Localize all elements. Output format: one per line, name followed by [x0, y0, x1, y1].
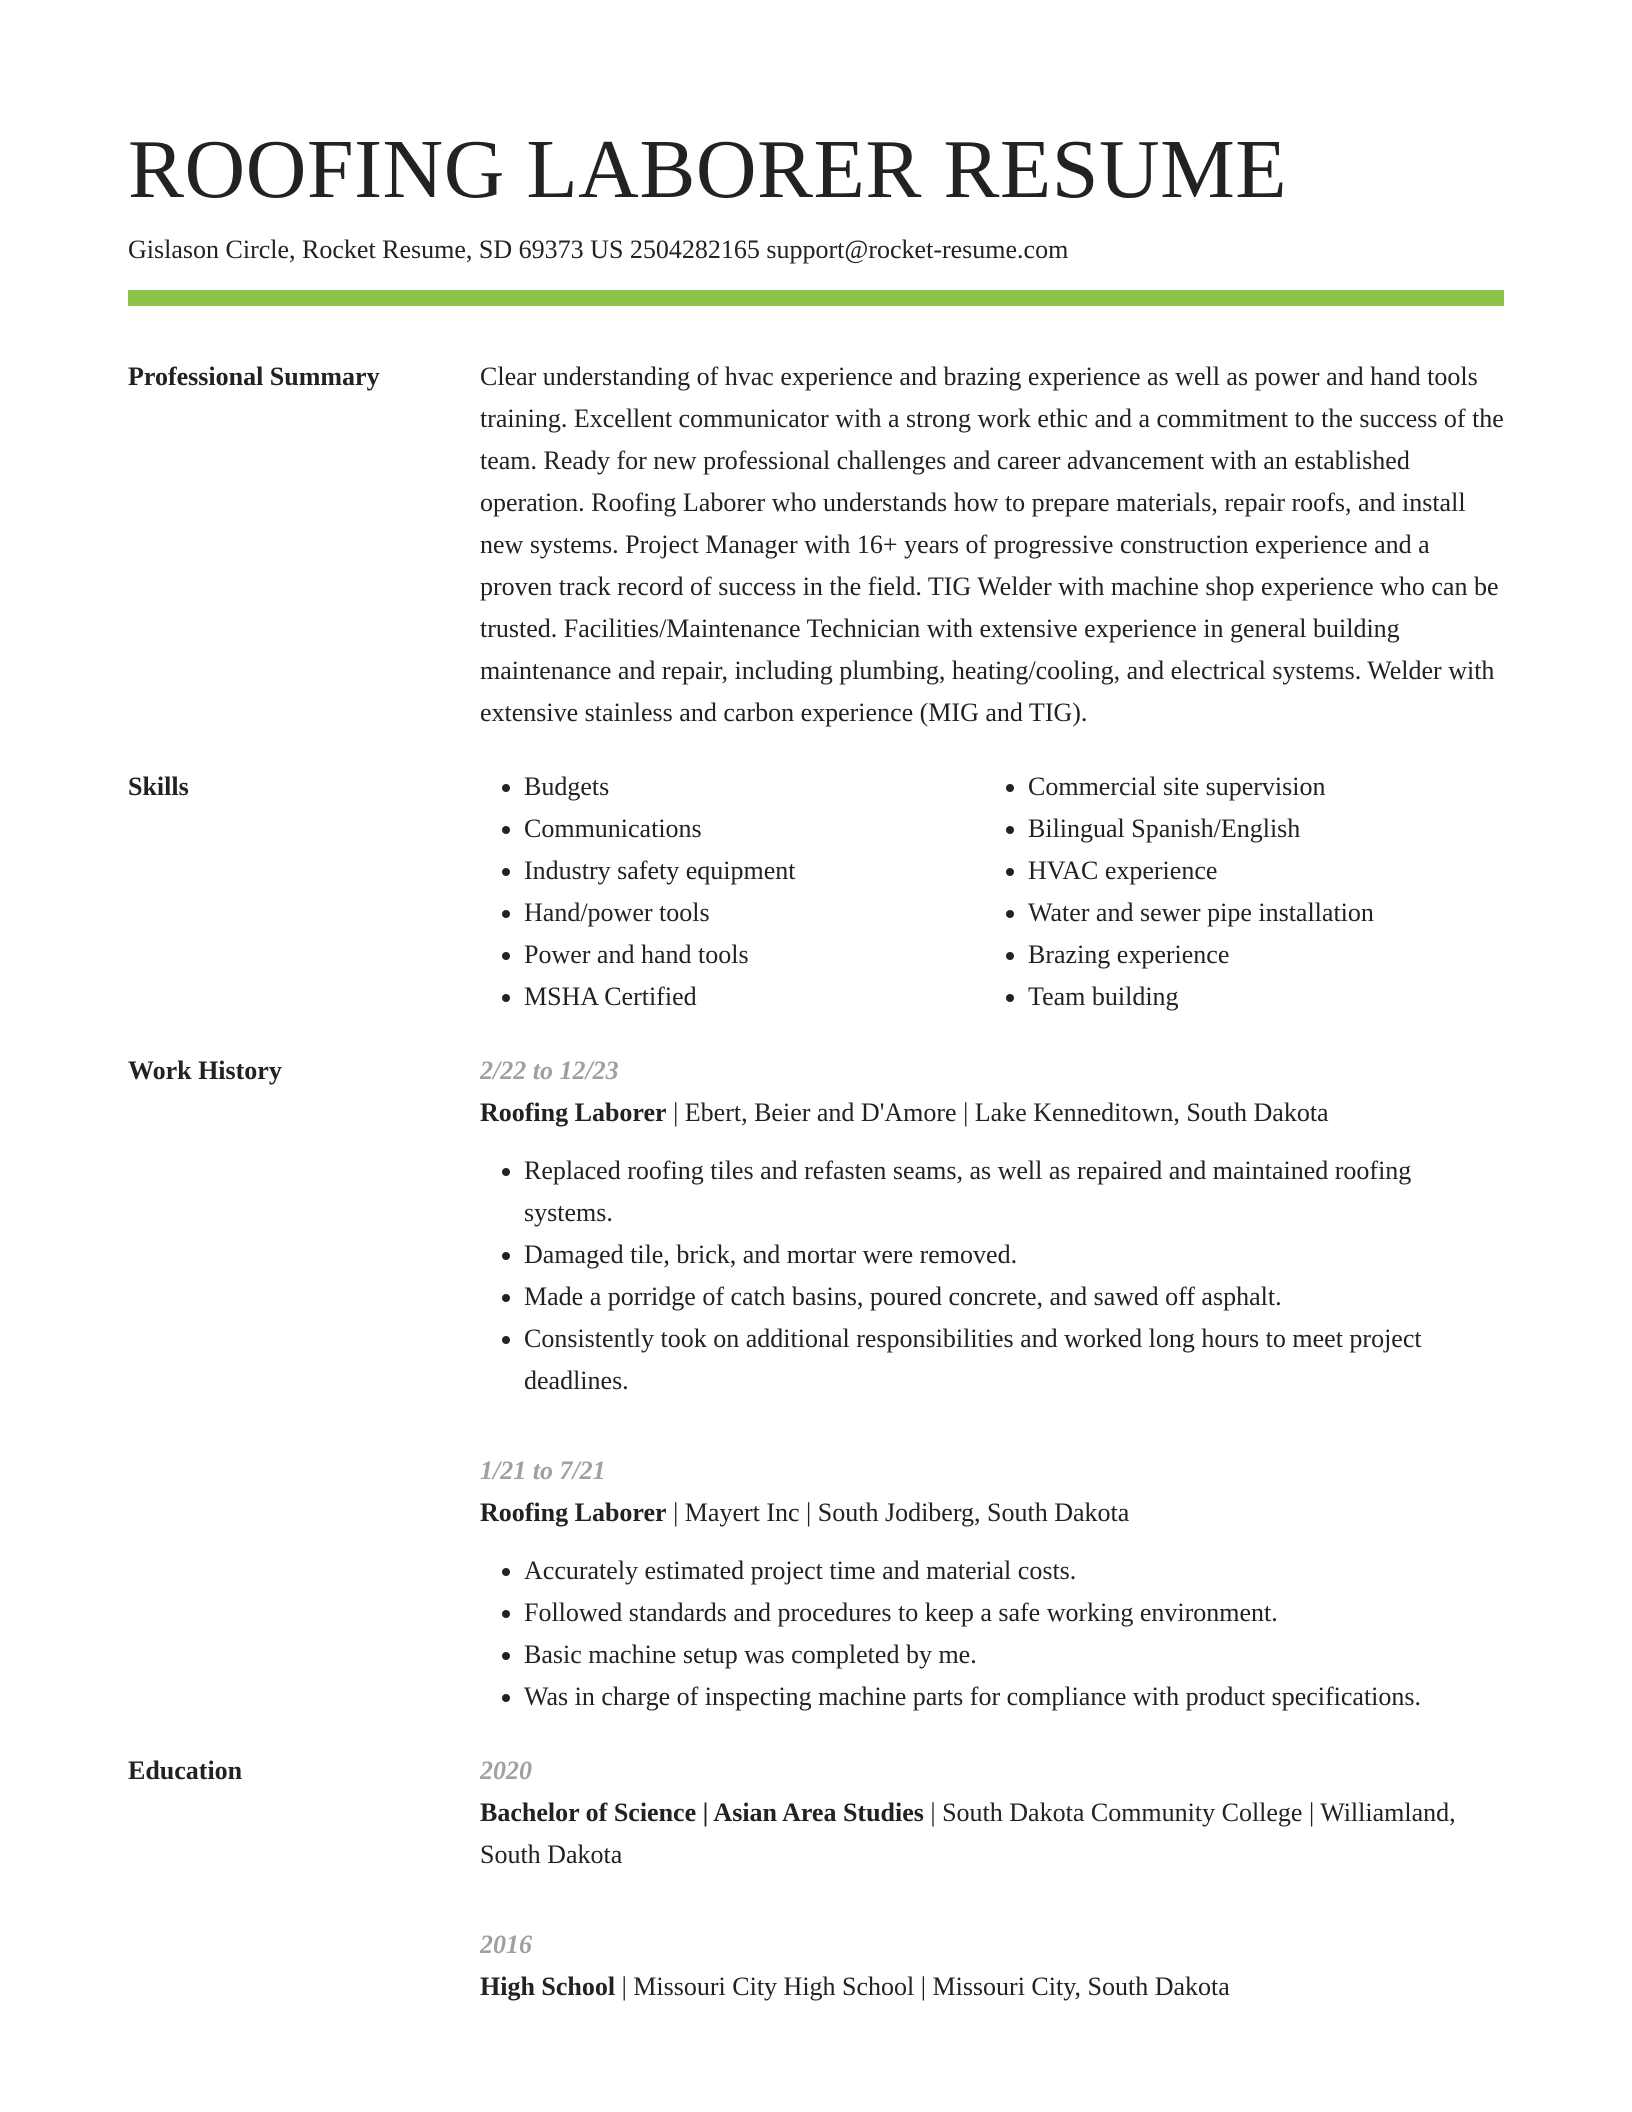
education-date: 2016: [480, 1930, 532, 1959]
skill-item: • Budgets: [524, 766, 984, 808]
education-degree: Bachelor of Science | Asian Area Studies: [480, 1798, 924, 1827]
skills-section: [128, 766, 1504, 1018]
skill-item: • MSHA Certified: [524, 976, 984, 1018]
job-heading: [480, 1092, 1504, 1134]
education-heading: [480, 1792, 1504, 1876]
job-bullet: • Consistently took on additional responsibilities and worked long hours to meet project deadlines.: [524, 1318, 1504, 1402]
job-bullet: • Followed standards and procedures to keep a safe working environment.: [524, 1592, 1504, 1634]
summary-text: Clear understanding of hvac experience and brazing experience as well as power and hand tools training. Excellent communicator with a strong work ethic and a commitment to the success of the team. Ready for new professional challenges and career advancement with an established operation. Roofing Laborer who understands how to prepare materials, repair roofs, and install new systems. Project Manager with 16+ years of progressive construction experience and a proven track record of success in the field. TIG Welder with machine shop experience who can be trusted. Facilities/Maintenance Technician with extensive experience in general building maintenance and repair, including plumbing, heating/cooling, and electrical systems. Welder with extensive stainless and carbon experience (MIG and TIG).: [480, 362, 1504, 727]
skill-item: • Bilingual Spanish/English: [1028, 808, 1488, 850]
education-details: | South Dakota Community College | Williamland, South Dakota: [480, 1798, 1456, 1869]
job-heading: [480, 1492, 1504, 1534]
skill-item: • Team building: [1028, 976, 1488, 1018]
education-details: | Missouri City High School | Missouri City, South Dakota: [615, 1972, 1230, 2001]
skills-grid: [480, 766, 1504, 1018]
skills-list-left: [480, 766, 984, 1018]
skill-item: • Brazing experience: [1028, 934, 1488, 976]
job-bullet: • Accurately estimated project time and material costs.: [524, 1550, 1504, 1592]
education-section: [128, 1750, 1504, 2008]
job-title: Roofing Laborer: [480, 1098, 667, 1127]
resume-title: ROOFING LABORER RESUME: [128, 123, 1288, 216]
education-heading: [480, 1966, 1504, 2008]
job-entry: [480, 1450, 1504, 1718]
job-bullet: • Was in charge of inspecting machine parts for compliance with product specifications.: [524, 1676, 1504, 1718]
section-label-education: Education: [128, 1756, 243, 1785]
work-history-section: [128, 1050, 1504, 1718]
skill-item: • Power and hand tools: [524, 934, 984, 976]
section-label-summary: Professional Summary: [128, 362, 380, 391]
job-bullet: • Replaced roofing tiles and refasten seams, as well as repaired and maintained roofing systems.: [524, 1150, 1504, 1234]
section-label-work-history: Work History: [128, 1056, 282, 1085]
job-bullet: • Basic machine setup was completed by me.: [524, 1634, 1504, 1676]
job-date: 1/21 to 7/21: [480, 1456, 606, 1485]
skill-item: • Water and sewer pipe installation: [1028, 892, 1488, 934]
skill-item: • HVAC experience: [1028, 850, 1488, 892]
education-entry: [480, 1924, 1504, 2008]
section-label-skills: Skills: [128, 772, 189, 801]
job-bullets: [480, 1150, 1504, 1402]
header-divider: [128, 290, 1504, 306]
job-date: 2/22 to 12/23: [480, 1056, 619, 1085]
job-entry: [480, 1050, 1504, 1402]
skill-item: • Industry safety equipment: [524, 850, 984, 892]
skill-item: • Hand/power tools: [524, 892, 984, 934]
education-entry: [480, 1750, 1504, 1876]
education-degree: High School: [480, 1972, 616, 2001]
job-bullets: [480, 1550, 1504, 1718]
job-details: | Mayert Inc | South Jodiberg, South Dakota: [666, 1498, 1130, 1527]
skill-item: • Commercial site supervision: [1028, 766, 1488, 808]
contact-info: Gislason Circle, Rocket Resume, SD 69373 US 2504282165 support@rocket-resume.com: [128, 235, 1069, 264]
job-bullet: • Damaged tile, brick, and mortar were removed.: [524, 1234, 1504, 1276]
job-bullet: • Made a porridge of catch basins, poured concrete, and sawed off asphalt.: [524, 1276, 1504, 1318]
education-date: 2020: [480, 1756, 532, 1785]
summary-section: [128, 356, 1504, 734]
resume-page: [128, 118, 1504, 2008]
skill-item: • Communications: [524, 808, 984, 850]
skills-list-right: [984, 766, 1488, 1018]
job-details: | Ebert, Beier and D'Amore | Lake Kenneditown, South Dakota: [666, 1098, 1329, 1127]
job-title: Roofing Laborer: [480, 1498, 667, 1527]
